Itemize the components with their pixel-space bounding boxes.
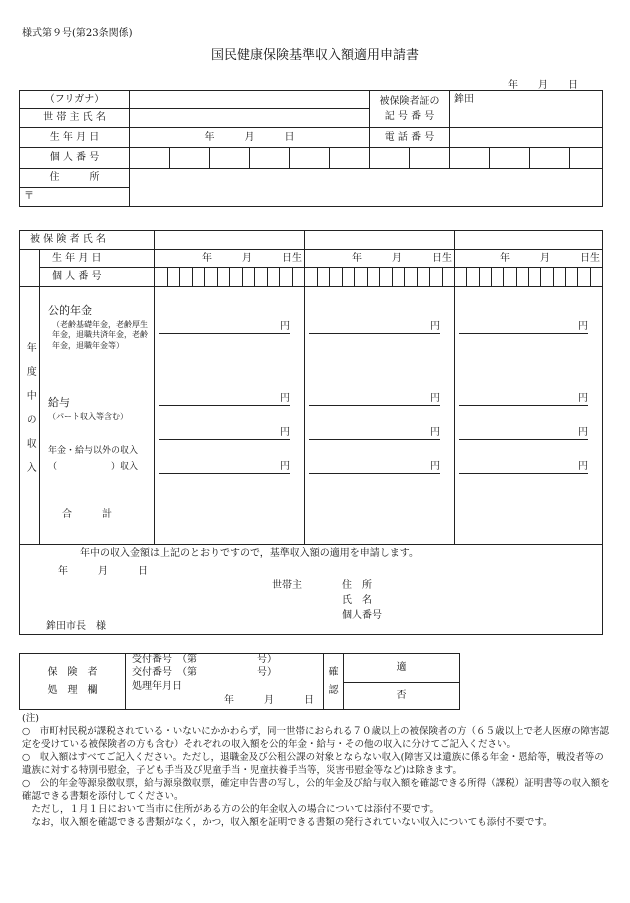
yen-unit: 円: [578, 321, 588, 332]
id-digit-cell[interactable]: [330, 268, 343, 286]
id-digit-cell[interactable]: [566, 268, 578, 286]
id-digit-cell[interactable]: [529, 268, 541, 286]
birth-label: 生 年 月 日: [20, 128, 130, 148]
salary-label: 給与: [48, 396, 70, 409]
yen-unit: 円: [280, 321, 290, 332]
insured-birth-field-3[interactable]: 年 月 日生: [455, 250, 603, 268]
id-digit-cell[interactable]: [504, 268, 516, 286]
process-date-label: 処理年月日: [132, 681, 182, 692]
income-amount-field[interactable]: [159, 405, 290, 406]
birth-field[interactable]: 年 月 日: [130, 128, 370, 148]
id-digit-cell[interactable]: [480, 268, 492, 286]
yen-unit: 円: [430, 393, 440, 404]
insured-id-field-2[interactable]: [305, 268, 455, 287]
yen-unit: 円: [280, 393, 290, 404]
income-amount-field[interactable]: [309, 473, 440, 474]
income-amount-field[interactable]: [309, 405, 440, 406]
insured-cert-field[interactable]: 鉾田: [450, 91, 603, 128]
id-digit-cell[interactable]: [467, 268, 479, 286]
pension-label: 公的年金: [48, 304, 92, 317]
yen-unit: 円: [430, 321, 440, 332]
income-column-2: [305, 287, 455, 545]
income-side-label: 年度中の収入: [20, 287, 40, 545]
insured-id-label: 個 人 番 号: [40, 268, 155, 287]
income-amount-field[interactable]: [459, 439, 588, 440]
yen-unit: 円: [280, 427, 290, 438]
insured-cert-label: 被保険者証の 記 号 番 号: [370, 91, 450, 128]
id-digit-cell[interactable]: [405, 268, 418, 286]
yen-unit: 円: [578, 461, 588, 472]
id-digit-cell[interactable]: [243, 268, 256, 286]
id-digit-cell[interactable]: [443, 268, 455, 286]
householder-name-label: 世 帯 主 氏 名: [20, 109, 130, 128]
address-field[interactable]: [130, 169, 603, 207]
id-digit-cell[interactable]: [343, 268, 356, 286]
declaration-date[interactable]: 年 月 日: [58, 566, 148, 577]
process-date[interactable]: 年 月 日: [224, 695, 314, 706]
furigana-field[interactable]: [130, 91, 370, 109]
id-digit-cell[interactable]: [290, 148, 330, 169]
id-digit-cell[interactable]: [210, 148, 250, 169]
income-amount-field[interactable]: [159, 333, 290, 334]
id-digit-cell[interactable]: [380, 268, 393, 286]
id-digit-cell[interactable]: [393, 268, 406, 286]
note-4: ただし，１月１日において当市に住所がある方の公的年金収入の場合については添付不要です。: [22, 804, 440, 815]
id-digit-cell[interactable]: [541, 268, 553, 286]
note-1: ○ 市町村民税が課税されている・いないにかかわらず，同一世帯におられる７０歳以上の被保険者の方（６５歳以上で老人医療の障害認定を受けている被保険者の方も含む）それぞれの収入額を公的年金・給与・その他の収入に分けてご記入ください。: [22, 726, 610, 750]
confirm-ng[interactable]: 否: [344, 683, 460, 710]
id-digit-cell[interactable]: [205, 268, 218, 286]
declaration-address-label: 住 所: [342, 580, 372, 591]
id-digit-cell[interactable]: [517, 268, 529, 286]
id-digit-cell[interactable]: [130, 148, 170, 169]
other-income-type-field[interactable]: （ ）収入: [48, 462, 139, 473]
confirm-label: 確認: [324, 654, 344, 710]
income-amount-field[interactable]: [309, 333, 440, 334]
yen-unit: 円: [578, 393, 588, 404]
income-amount-field[interactable]: [159, 439, 290, 440]
page-title: 国民健康保険基準収入額適用申請書: [210, 48, 419, 63]
id-digit-cell[interactable]: [430, 268, 443, 286]
insured-id-field-3[interactable]: [455, 268, 603, 287]
declaration-text: 年中の収入金額は上記のとおりですので，基準収入額の適用を申請します。: [80, 548, 419, 559]
income-amount-field[interactable]: [459, 333, 588, 334]
insured-name-field-3[interactable]: [455, 231, 603, 250]
salary-detail: （パート収入等含む）: [48, 411, 128, 421]
declaration-box: [20, 545, 603, 635]
id-digit-cell[interactable]: [268, 268, 281, 286]
total-label: 合 計: [62, 509, 112, 520]
yen-unit: 円: [430, 427, 440, 438]
furigana-label: （フリガナ）: [20, 91, 130, 109]
id-digit-cell[interactable]: [455, 268, 467, 286]
id-digit-cell[interactable]: [490, 148, 530, 169]
note-5: なお，収入額を確認できる書類がなく，かつ，収入額を証明できる書類の発行されていない収入についても添付不要です。: [22, 817, 553, 828]
insured-id-field-1[interactable]: [155, 268, 305, 287]
insured-name-field-2[interactable]: [305, 231, 455, 250]
id-digit-cell[interactable]: [418, 268, 431, 286]
confirm-ok[interactable]: 適: [344, 654, 460, 683]
id-digit-cell[interactable]: [293, 268, 305, 286]
id-digit-cell[interactable]: [318, 268, 331, 286]
householder-name-field[interactable]: [130, 109, 370, 128]
postal-code-field[interactable]: [20, 188, 130, 207]
issue-number[interactable]: 交付番号 （第 号）: [132, 667, 277, 678]
id-digit-cell[interactable]: [255, 268, 268, 286]
id-digit-cell[interactable]: [280, 268, 293, 286]
yen-unit: 円: [578, 427, 588, 438]
income-amount-field[interactable]: [459, 473, 588, 474]
id-digit-cell[interactable]: [180, 268, 193, 286]
insured-name-label: 被 保 険 者 氏 名: [20, 231, 155, 250]
insured-birth-field-1[interactable]: 年 月 日生: [155, 250, 305, 268]
id-digit-cell[interactable]: [155, 268, 168, 286]
id-digit-cell[interactable]: [193, 268, 206, 286]
form-number: 様式第９号(第23条関係): [22, 28, 133, 39]
pension-detail: （老齢基礎年金，老齢厚生年金，退職共済年金，老齢年金，退職年金等）: [52, 319, 148, 351]
address-label: 住 所: [20, 169, 130, 188]
notes: [22, 712, 612, 829]
note-3: ○ 公的年金等源泉徴収票，給与源泉徴収票，確定申告書の写し，公的年金及び給与収入額を確認できる所得（課税）証明書等の収入額を確認できる書類を添付してください。: [22, 778, 610, 802]
note-2: ○ 収入額はすべてご記入ください。ただし，退職金及び公租公課の対象とならない収入(障害又は遺族に係る年金・恩給等，戦没者等の遺族に対する特別弔慰金，子ども手当及び児童手当・児童扶養手当等，災害弔慰金等など)は除きます。: [22, 752, 604, 776]
id-digit-cell[interactable]: [168, 268, 181, 286]
addressee: 鉾田市長 様: [46, 621, 106, 632]
id-digit-cell[interactable]: [554, 268, 566, 286]
receipt-number[interactable]: 受付番号 （第 号）: [132, 654, 277, 665]
id-digit-cell[interactable]: [305, 268, 318, 286]
office-table: [19, 653, 460, 710]
householder-table: [19, 90, 603, 207]
id-digit-cell[interactable]: [450, 148, 490, 169]
id-digit-cell[interactable]: [492, 268, 504, 286]
id-digit-cell[interactable]: [578, 268, 590, 286]
id-digit-cell[interactable]: [250, 148, 290, 169]
yen-unit: 円: [280, 461, 290, 472]
postal-mark: 〒: [24, 191, 34, 203]
submission-date: 年 月 日: [508, 80, 578, 91]
phone-field[interactable]: [450, 128, 603, 148]
id-digit-cell[interactable]: [230, 268, 243, 286]
income-amount-field[interactable]: [309, 439, 440, 440]
income-column-3: [455, 287, 603, 545]
phone-label: 電 話 番 号: [370, 128, 450, 148]
income-amount-field[interactable]: [459, 405, 588, 406]
id-digit-cell[interactable]: [218, 268, 231, 286]
other-income-label: 年金・給与以外の収入: [48, 446, 139, 456]
id-label: 個 人 番 号: [20, 148, 130, 169]
id-digit-cell[interactable]: [570, 148, 603, 169]
yen-unit: 円: [430, 461, 440, 472]
insured-name-field-1[interactable]: [155, 231, 305, 250]
id-digit-cell[interactable]: [330, 148, 370, 169]
declaration-name-label: 氏 名: [342, 595, 372, 606]
id-digit-cell[interactable]: [370, 148, 410, 169]
note-0: (注): [22, 713, 39, 724]
id-digit-cell[interactable]: [530, 148, 570, 169]
id-digit-cell[interactable]: [368, 268, 381, 286]
id-digit-cell[interactable]: [591, 268, 602, 286]
id-digit-cell[interactable]: [410, 148, 450, 169]
income-labels: [40, 287, 155, 545]
declaration-id-label: 個人番号: [342, 610, 382, 621]
insured-table: [19, 230, 603, 635]
id-digit-cell[interactable]: [170, 148, 210, 169]
insured-birth-label: 生 年 月 日: [40, 250, 155, 268]
id-digit-cell[interactable]: [355, 268, 368, 286]
income-amount-field[interactable]: [159, 473, 290, 474]
income-column-1: [155, 287, 305, 545]
office-numbers: [126, 654, 324, 710]
office-label: 保 険 者 処 理 欄: [20, 654, 126, 710]
declaration-householder-label: 世帯主: [272, 580, 302, 591]
insured-birth-field-2[interactable]: 年 月 日生: [305, 250, 455, 268]
